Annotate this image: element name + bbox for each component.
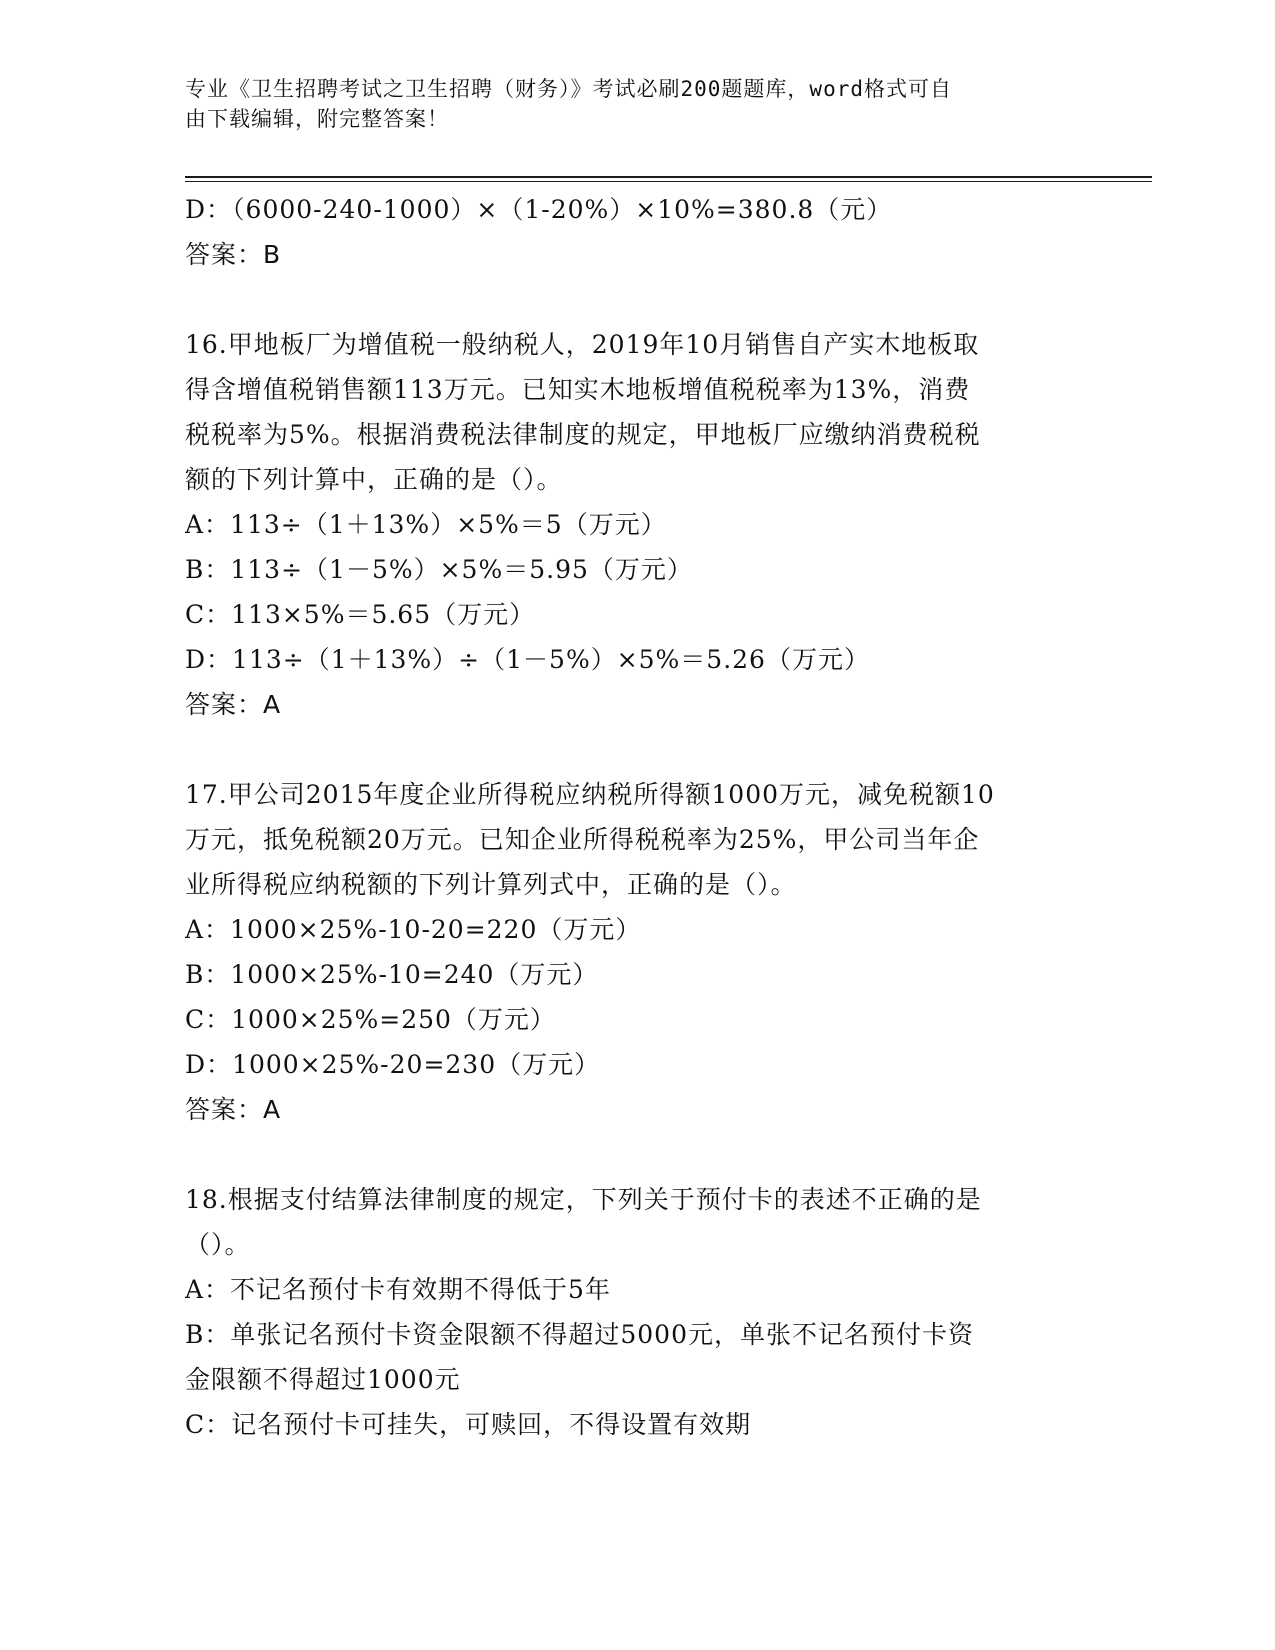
question-stem-line: 万元，抵免税额20万元。已知企业所得税税率为25%，甲公司当年企 xyxy=(185,825,980,854)
answer-line: 答案：B xyxy=(185,240,282,269)
option-d: D：1000×25%-20=230（万元） xyxy=(185,1050,601,1079)
header-divider-thin xyxy=(185,181,1152,182)
option-a: A：1000×25%-10-20=220（万元） xyxy=(185,915,642,944)
header-line-1: 专业《卫生招聘考试之卫生招聘（财务）》考试必刷200题题库，word格式可自 xyxy=(185,77,952,101)
question-stem-line: 16.甲地板厂为增值税一般纳税人，2019年10月销售自产实木地板取 xyxy=(185,330,980,359)
option-c: C：113×5%＝5.65（万元） xyxy=(185,600,536,629)
answer-line: 答案：A xyxy=(185,1095,282,1124)
question-stem-line: 得含增值税销售额113万元。已知实木地板增值税税率为13%，消费 xyxy=(185,375,971,404)
option-d: D：（6000-240-1000）×（1-20%）×10%=380.8（元） xyxy=(185,195,893,224)
header-divider-thick xyxy=(185,176,1152,178)
option-b: B：1000×25%-10=240（万元） xyxy=(185,960,599,989)
answer-line: 答案：A xyxy=(185,690,282,719)
option-c: C：记名预付卡可挂失，可赎回，不得设置有效期 xyxy=(185,1410,752,1439)
question-stem-line: 18.根据支付结算法律制度的规定，下列关于预付卡的表述不正确的是 xyxy=(185,1185,982,1214)
spacer xyxy=(185,727,1085,772)
document-body xyxy=(185,187,1085,1447)
question-stem-line: （）。 xyxy=(185,1230,251,1259)
option-a: A：113÷（1＋13%）×5%＝5（万元） xyxy=(185,510,667,539)
question-15-tail xyxy=(185,187,1085,277)
question-stem-line: 额的下列计算中，正确的是（）。 xyxy=(185,465,563,494)
question-18 xyxy=(185,1177,1085,1447)
page-header xyxy=(185,74,1085,134)
question-stem-line: 业所得税应纳税额的下列计算列式中，正确的是（）。 xyxy=(185,870,797,899)
question-17 xyxy=(185,772,1085,1132)
spacer xyxy=(185,277,1085,322)
spacer xyxy=(185,1132,1085,1177)
question-stem-line: 税税率为5%。根据消费税法律制度的规定，甲地板厂应缴纳消费税税 xyxy=(185,420,981,449)
option-b: B：单张记名预付卡资金限额不得超过5000元，单张不记名预付卡资 xyxy=(185,1320,974,1349)
option-a: A：不记名预付卡有效期不得低于5年 xyxy=(185,1275,611,1304)
option-b-continued: 金限额不得超过1000元 xyxy=(185,1365,461,1394)
option-d: D：113÷（1＋13%）÷（1－5%）×5%＝5.26（万元） xyxy=(185,645,870,674)
header-line-2: 由下载编辑，附完整答案！ xyxy=(185,107,449,131)
option-b: B：113÷（1－5%）×5%＝5.95（万元） xyxy=(185,555,693,584)
question-stem-line: 17.甲公司2015年度企业所得税应纳税所得额1000万元，减免税额10 xyxy=(185,780,995,809)
option-c: C：1000×25%=250（万元） xyxy=(185,1005,556,1034)
question-16 xyxy=(185,322,1085,727)
